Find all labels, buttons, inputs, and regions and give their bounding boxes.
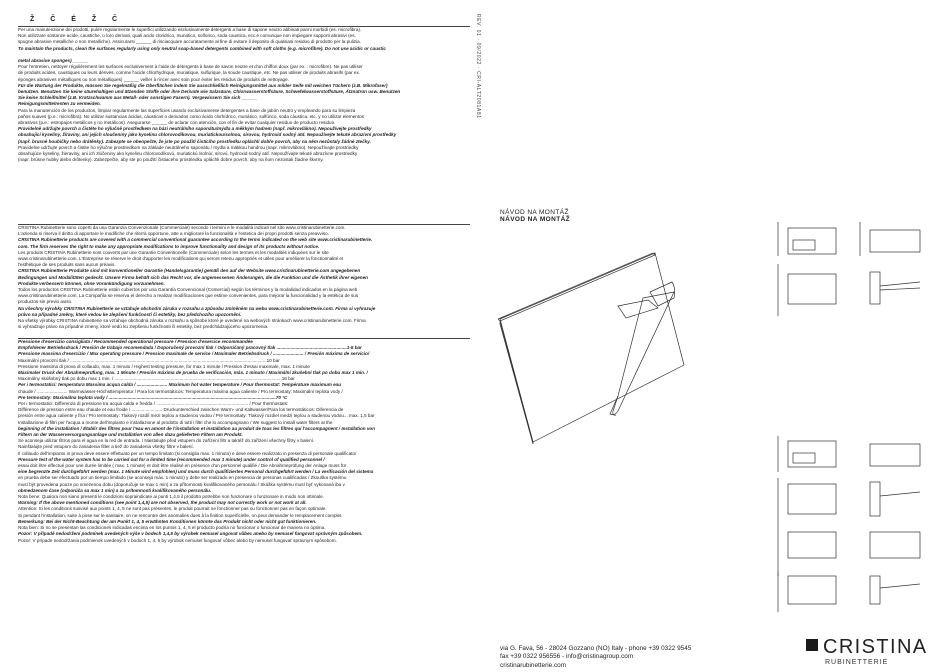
brand-logo: CRISTINA RUBINETTERIE [806,636,928,666]
warranty-section [18,224,470,330]
specs-line: Per i termostatici: temperatura Massima acqua calda / ........................ Maximum hot water temperature / Pour thermostat: Température maximum eau [18,382,342,388]
warranty-line: Bedingungen und Modalitäten gedeckt. Unsere Firma behält sich das Recht vor, die angemessenen Änderungen, die die Funktion und die Ästhetik ihrer eigenen [18,274,368,280]
website: cristinarubinetterie.com [500,661,567,669]
warranty-line: productos sin previo aviso. [18,299,73,305]
warranty-line: si vyhradzuje právo na prípadné zmeny, ktoré vedú ku zlepšeniu funkčnosti či estetiky, bez predchádzajúceho upozornenia. [18,324,269,330]
specs-line: chaude / ........................ Warmwasser-Höchsttemperatur / Para los termostáticos: Temperatura máxima agua caliente / Pro termostaty: Maximální teplota vody / [18,388,343,394]
specs-line: Empfohlener Betriebsdruck / Presión de trabajo recomendada / Doporučený provozní tlak / Odporúčaný pracovný tlak .......................................................1-5 bar [18,345,362,351]
specs-line: musí být provedena pouze po omezenou dobu (doporučuje se max 1 min) a za přítomnosti kvalifikovaného personálu / Skúška systému musí byť vykonaná iba v [18,481,345,487]
specs-line: Se aconseja utilizar filtros para el agua en la red de entrada. / Naistalujte před vstupem do zařízení filtr a taktéž do zařízení všechny filtry v balení. [18,438,315,444]
specs-line: Différence de pression entre eau chaude et eau froide / ........................ Druckunterschied zwischen Warm- und Kaltwasser/Para los termostáticos: Diferencia de [18,407,344,413]
specs-line: Nota bene: Qualora non siano presenti le condizioni sopraindicate ai punti 1,4,5 il prodotto potrebbe non funzionare o funzionare in modo non ottimale. [18,494,324,500]
specs-line: Il collaudo dell'impianto in prova deve essere effettuato per un tempo limitato (si consiglia max. 1 minuto) e deve essere realizzato in presenza di personale qualificato/ [18,450,357,456]
care-line: Pravidelně udržujte povrch a čistěte ho výlučně prostředkem na bázi neutrálního saponátu/mýdla a měkkým hadrem (např. mikrovlákno). Nepoužívejte prostředky [18,126,372,132]
care-line: Für die Wartung der Produkte, müssen Sie regelmäßig die Oberflächen indem Sie ausschließlich Reinigungsmittel aus milder Seife mit weichen Tüchern (z.B. Mikrofaser) [18,82,388,88]
language-header: Ž Č É Ž Č [30,16,125,23]
specs-line: en prueba debe ser efectuado por un tiempo limitado (se aconseja máx. 1 minuto) y debe ser realizado en presencia de personas cualificadas / Zkouška systému [18,475,347,481]
company-contact [500,645,691,670]
specs-line: Nota bien: Si no se presentan las condiciones indicadas encima en los puntos 1, 4, 5 el producto podría no funcionar o funcionar de manera no óptima. [18,525,326,531]
warranty-line: Todos los productos CRISTINA Rubinetterie están cubiertos por una Garantía Convencional (Comercial) según los términos y la modalidad indicados en la página web [18,287,358,293]
care-line: abrasivos (p.e.: estropajos metálicos y no metálicos). Asegurarse ______ de aclarar con atención, con el fin de evitar cualquier residuo de producto residuo. [18,120,336,126]
address: via G. Fava, 56 - 28024 Gozzano (NO) Italy - phone +39 0322 9545 [500,645,692,652]
care-line: Sie keine Schleifmittel (z.B. Kratzschwamm aus Metall- oder sonstigen Fasern). Vergewissern Sie sich ______ [18,95,258,101]
technical-drawings [770,216,940,636]
warranty-line: Na všetky výrobky CRISTINA rubinetterie sa vzťahuje obchodná záruka v rozsahu a spôsobe ktoré je uvedené na webových stránkach www.cristinarubinetterie.com. Firma [18,318,366,324]
warranty-line: www.cristinarubinetterie.com. L'Entreprise se réserve le droit d'apporter les modifications qui seront retenu appropriés et utiles pour améliorer la fonctionnalité et [18,256,344,262]
warranty-line: L'azienda si riserva il diritto di apportare le modifiche che riterrà opportune, atte a migliorare la funzionalità e l'estetica dei propri prodotti senza preavviso. [18,231,329,237]
specs-line: Pressione d'esercizio consigliata / Recommended operational pressure / Pression d'exercice recommandée [18,339,253,344]
specs-line: Pozor: V případě nedodržení podmínek uvedených výše v bodech 1,4,5 by výrobek nemusel ungovat vůbec anebo by nemusel fungovat správným způsobem. [18,531,363,537]
warranty-line: CRISTINA Rubinetterie products are covered with a commercial conventional guarantee according to the terms indicated on the web site www.cristinarubinetterie. [18,237,373,243]
warranty-line: Na všechny výrobky CRISTINA Rubinetterie se vztahuje obchodní záruka v rozsahu a způsobu zmíněném na webu www.cristinarubinetterie.com. Firma si vyhrazuje [18,305,376,311]
specs-line: presión entre agua caliente y fría / Pro termostaty: Tlakový rozdíl mezi teplou a studenou vodou / Pre termostaty: Tlakový rozdiel medzi teplou a studenou vodou... max. 1,5 bar [18,413,375,419]
warranty-line: CRISTINA Rubinetterie Produkte sind mit konventioneller Garantie (Handelsgarantie) gemäß den auf der Website www.cristinarubinetterie.com angegebenen [18,268,361,274]
care-line: éponges abrasives métalliques ou non métalliques) ______ veiller à rincer avec soin pour éviter les résidus de produits de nettoyage. [18,76,289,82]
care-section [18,26,470,163]
care-line: Per una manutenzione dei prodotti, pulire regolarmente le superfici utilizzando esclusivamente detergenti a base di sapone neutro abbinati panni morbidi (es. microfibra). [18,27,362,32]
specs-line: obmedzenom čase (odporúča sa max 1 min) a za prítomnosti kvalifikovaného personálu. [18,487,212,493]
care-line: benutzen. Benutzen Sie keine säurehaltigen und ätzenden Stoffe oder ihre Derivate wie Salzsäure, Chlorwasserstoffsäure, Schwefelwasserstoffsäure, Ätznatron usw. Benutzen [18,89,401,95]
specs-line: Maximální provozní tlak / ..........................................................................................................................................................10 bar [18,357,280,363]
specs-line: Pressione massima d'esercizio / Max operating pressure / Pression maximale de service / Maximaler Betriebsdruck / ........................ / Presión máxima de servicio/ [18,351,370,357]
warranty-line: Les produits CRISTINA Rubinetterie sont couverts par une Garantie Conventionelle (Commerciale) selon les termes et les modalités indiquées sur le site [18,249,329,255]
faucet-illustration [498,226,728,456]
care-line: To maintain the products, clean the surfaces regularly using only neutral soap-based detergents combined with soft cloths (e.g. microfibre). Do not use acidic or caustic [18,45,386,51]
care-line: Non utilizzare sostanze acide, caustiche, o loro derivati, quali acido cloridrico, muriatico, solforico, soda caustica, ecc.e comunque non impiegare supporti abrasivi (es. [18,33,356,39]
specs-line: beginning of the installation / Établir des filtres pour l'eau en amont de l'installation et installation au produit de tous les filtres qui l'accompagnent / Installation von [18,425,376,431]
specs-section [18,338,470,544]
warranty-line: CRISTINA Rubinetterie sono coperti da una Garanzia Convenzionale (Commerciale) secondo i termini e le modalità indicati nel sito www.cristinarubinetterie.com. [18,225,346,230]
care-line: paños suaves (p.e.: microfibra). No utilizar sustancias ácidas, cáusticas o derivados como ácido clorhídrico, muriático, sulfúrico, soda cáustica, etc. y no utilizar elementos [18,113,364,119]
care-line: (např. brusné houbičky nebo drátěnky). Zabezpte se obeopečte, že jste po použití čistícího prostředku opláchli dobře povrch, aby na něm nezůstaly žádné ztečky. [18,138,371,144]
care-line: spugne abrasive metalliche o non metalliche). Assicurarsi ______ di risciacquare accuratamente al fine di evitare il deposito di qualsiasi residuo di prodotto per la pulizia. [18,39,361,45]
warranty-line: www.cristinarubinetterie.com. La Compañía se reserva el derecho a realizar modificaciones que estime convenientes, para mejorar la funcionalidad y la estética de sus [18,293,359,299]
specs-line: Si pendant l'installation, suite à pose sur le sanitaire, on ne rencontre des anomalies dues à la finition superficielle, on peut demander le remplacement complet. [18,512,343,518]
specs-line: Installazione di filtri per l'acqua a monte dell'impianto e installazione al prodotto di tutti i filtri che lo accompagnano / We suggest to install water filters at the [18,419,333,425]
specs-line: Bemerkung: Bei der Nicht-Beachtung der am Punkt 1, 4, 5 erwähnten Konditionen könnte das Produkt nicht oder nicht gut funktionieren. [18,518,317,524]
care-line: metal abrasive sponges) ______ [18,58,89,64]
specs-line: essai doit être effectué pour une durée limitée ( max. 1 minute) et doit être réalisé en présence d'un personnel qualifié / Die Abnahmeprüfung der Anlage muss für [18,463,347,469]
logo-square-icon [806,639,818,651]
warranty-line: com. The firm reserves the right to make any appropriate modifications to improve functionality and design of its products without notice. [18,243,320,249]
instructions-title: NÁVOD NA MONTÁŽ [500,209,569,216]
specs-line: Per i termostatici: Differenza di pressione tra acqua calda e fredda / ........................................................................ / Pour thermostats: [18,401,289,407]
warranty-line: Produkte verbessern können, ohne Vorankündigung vorzunehmen. [18,280,165,286]
care-line: obsahující kyseliny, žíraviny, ani jejich sloučeniny jako kyselinu chlorovodíkovou, muriatickou/solnou, sírovou, hydroxid sodný atd. Nepoužívejte tekuté abrazivní prostředky [18,132,397,138]
document-code: REV. 01 · 09/2022 · CRI-ALT2081A81 [475,14,481,119]
specs-line: Pozor: V prípade nedodržania podmienok uvedených v bodoch 1, 4, 5 by výrobok nemusel fungovať vôbec alebo by nemusel fungovať správnym spôsobom. [18,537,337,543]
care-line: (napr. brúsne hubky alebo drôtenky). Zabezpečte, aby ste po použití čistiaceho prostriedku opláchli dobre povrch, aby na ňom nezostali žiadne škvrny. [18,157,324,163]
specs-line: Nainštalujte pred vstupom do zariadenia filter a tiež do zariadenia všetky filtre v balení. [18,444,194,450]
contact: fax +39 0322 956556 - info@cristinagroup.com [500,653,634,661]
specs-line: Maximaler Druck der Abnahmeprüfung, max. 1 Minute / Presión máxima de prueba de verificación, máx. 1 minuto / Maximální zkušební tlak po dobu max 1 min. / [18,370,368,376]
specs-line: Filtern an der Wasserversorgungsanlage und Installation von allen dazu gelieferten Filtern am Produkt. [18,432,243,438]
specs-line: Pressure test of the water system has to be carried out for a limited time (recommended max 1 minute) under control of qualified personnel / [18,456,325,462]
care-line: Pravidelne udržujte povrch a čistite ho výlučne prostriedkom na základe neutrálneho saponátu / mydla a mäkkou handrou (napr. mikrovlákno). Nepoužívajte prostriedky [18,144,359,150]
care-line: obsahujúce kyseliny, žieraviny, ani ich zlúčeniny ako kyselinu chlorovodíkovú, muriatickú /solnú/, sírovú, hydroxid sodný atď. Nepoužívajte tekuté abrazívne prostriedky [18,151,358,157]
care-line: de produits acides, caustiques ou leurs dérivés, comme l'acide chlorhydrique, muriatique, sulfurique, la soude caustique, etc. Ne pas utiliser de produits abrasifs (par ex. [18,70,361,76]
specs-line: Pre termostaty: Maximálna teplota vody / ...................................................................................................................................70 °C [18,394,288,400]
warranty-line: l'esthétique de ses produits sans aucun préavis. [18,262,116,268]
specs-line: eine begrenzte Zeit durchgeführt werden (max. 1 Minute wird empfohlen) und muss durch qualifiziertes Personal durchgeführt werden / La verificación del sistema [18,469,374,475]
specs-line: Pressione massima di prova di collaudo, max. 1 minuto / Highest testing pressure, for max 1 minute / Pression d'essai maximale, max. 1 minute [18,363,310,369]
specs-line: Maximálny skúšobný tlak po dobu max 1 min. / ...................................................................................................................................16 bar [18,376,295,382]
specs-line: Warning: If the above mentioned conditions (see point 1,4,5) are not observed, the product may not correctly work or not work at all. [18,500,307,506]
care-line: Para la manutención de los productos, limpiar regularmente las superficies usando exclusivamente detergentes a base de jabón neutro y empleando para su limpieza [18,107,356,113]
instructions-title-bold: NÁVOD NA MONTÁŽ [500,216,571,223]
specs-line: Attention: Si les conditions susvisé aux points 1, 4, 5 ne sont pas présentes, le produit pourrait ne fonctionner pas ou fonctionner pas en façon optimale. [18,506,327,512]
warranty-line: právo na případné změny, které vedou ke zlepšení funkčnosti či estetiky, bez předchozího upozornění. [18,311,242,317]
care-line: Reinigungsmittelresten zu vermeiden. [18,101,101,107]
care-line: Pour l'entretien, nettoyer régulièrement les surfaces exclusivement à l'aide de détergents à base de savon neutre et d'un chiffon doux (par ex. : microfibre). Ne pas utiliser [18,64,363,70]
